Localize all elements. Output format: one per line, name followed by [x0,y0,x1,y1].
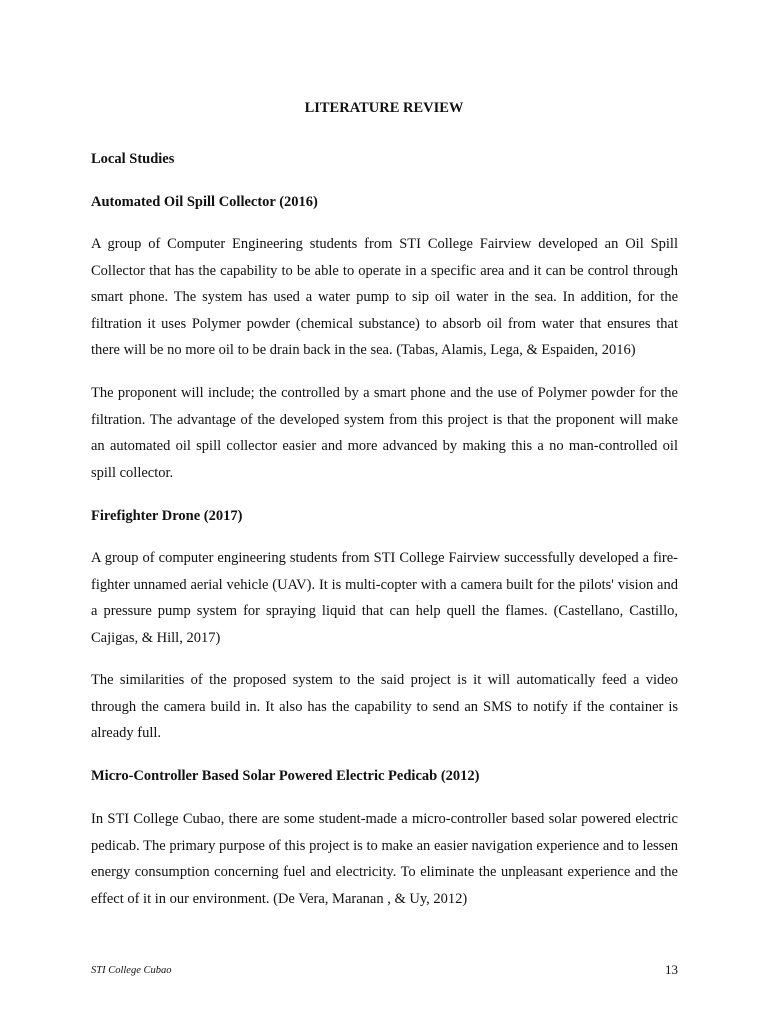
study-paragraph: A group of Computer Engineering students from STI College Fairview developed an Oil Spill Collector that has the capability to be able to operate in a specific area and it can be control through smart phone. The system has used a water pump to sip oil water in the sea. In addition, for the filtration it uses Polymer powder (chemical substance) to absorb oil from water that ensures that there will be no more oil to be drain back in the sea. (Tabas, Alamis, Lega, & Espaiden, 2016) [91,236,678,359]
study-heading-oil-spill: Automated Oil Spill Collector (2016) [91,194,318,210]
study-paragraph: A group of computer engineering students from STI College Fairview successfully developed a fire-fighter unnamed aerial vehicle (UAV). It is multi-copter with a camera built for the pilots' vision and a pressure pump system for spraying liquid that can help quell the flames. (Castellano, Castillo, Cajigas, & Hill, 2017) [91,550,678,646]
study-paragraph: In STI College Cubao, there are some student-made a micro-controller based solar powered electric pedicab. The primary purpose of this project is to make an easier navigation experience and to lessen energy consumption concerning fuel and electricity. To eliminate the unpleasant experience and the effect of it in our environment. (De Vera, Maranan , & Uy, 2012) [91,811,678,907]
section-heading: Local Studies [91,151,175,167]
page-number: 13 [665,962,678,977]
study-heading-firefighter-drone: Firefighter Drone (2017) [91,508,243,524]
footer-institution: STI College Cubao [91,965,172,976]
study-heading-pedicab: Micro-Controller Based Solar Powered Electric Pedicab (2012) [91,768,480,784]
study-paragraph: The similarities of the proposed system to the said project is it will automatically feed a video through the camera build in. It also has the capability to send an SMS to notify if the container is already full. [91,672,678,742]
page-title: LITERATURE REVIEW [304,100,464,116]
study-paragraph: The proponent will include; the controlled by a smart phone and the use of Polymer powder for the filtration. The advantage of the developed system from this project is that the proponent will make an automated oil spill collector easier and more advanced by making this a no man-controlled oil spill collector. [91,385,678,481]
